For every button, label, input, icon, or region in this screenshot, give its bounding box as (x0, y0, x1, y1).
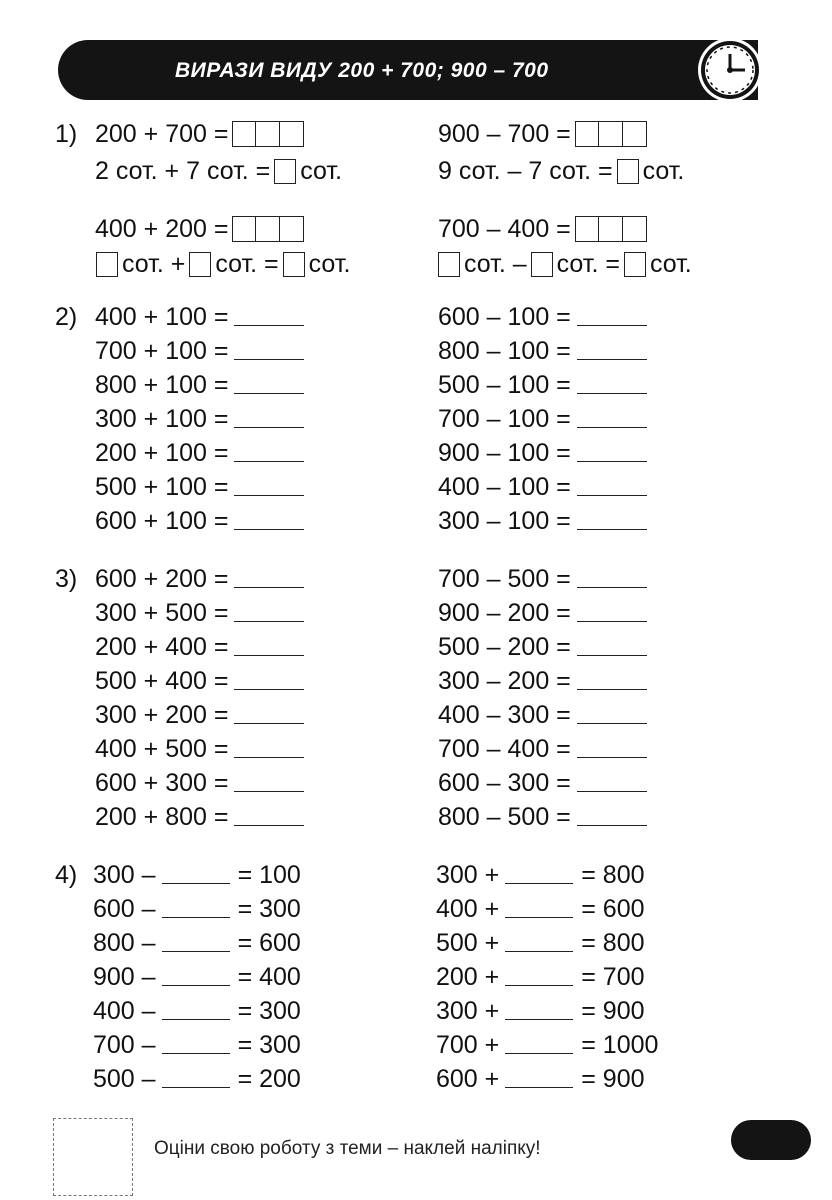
equation-text: 300 + 200 = (95, 701, 229, 729)
answer-blank[interactable] (577, 405, 647, 428)
equation-result: = 600 (237, 929, 301, 957)
answer-blank[interactable] (162, 997, 230, 1020)
equation-row (95, 368, 310, 402)
equation-row (436, 1062, 645, 1096)
equation-text: 900 – (93, 963, 156, 991)
equation-row (438, 800, 653, 834)
answer-blank[interactable] (234, 565, 304, 588)
equation-result: = 900 (581, 1065, 645, 1093)
equation-row (95, 470, 310, 504)
answer-blank[interactable] (234, 701, 304, 724)
unit-label: сот. (215, 250, 258, 278)
equation-text: 600 + 200 = (95, 565, 229, 593)
equation-row (95, 212, 304, 246)
equation-text: 900 – 700 = (438, 120, 571, 148)
page-badge (731, 1120, 811, 1160)
equation-row (93, 1062, 301, 1096)
answer-blank[interactable] (577, 303, 647, 326)
equation-text: 2 сот. + 7 сот. = (95, 157, 271, 185)
answer-blank[interactable] (234, 303, 304, 326)
equation-result: = 200 (237, 1065, 301, 1093)
equation-row (95, 402, 310, 436)
equation-row (95, 800, 310, 834)
unit-label: сот. (464, 250, 506, 278)
unit-label: сот. (122, 250, 164, 278)
equation-row (438, 732, 653, 766)
equation-text: 300 – 200 = (438, 667, 571, 695)
answer-blank[interactable] (162, 1031, 230, 1054)
equation-row (95, 596, 310, 630)
answer-blank[interactable] (162, 861, 230, 884)
equation-row (438, 334, 653, 368)
answer-box[interactable] (624, 252, 646, 277)
equation-row (95, 664, 310, 698)
equation-text: 600 – (93, 895, 156, 923)
equation-text: 400 – (93, 997, 156, 1025)
answer-blank[interactable] (234, 405, 304, 428)
exercise-number: 4) (55, 861, 78, 889)
equation-row (438, 300, 653, 334)
equation-text: 700 – (93, 1031, 156, 1059)
equation-row (93, 858, 301, 892)
equation-row (436, 994, 645, 1028)
equation-text: 200 + 100 = (95, 439, 229, 467)
unit-label: сот. (642, 157, 685, 185)
answer-box[interactable] (189, 252, 211, 277)
equation-row (95, 117, 304, 151)
answer-box[interactable] (617, 159, 639, 184)
answer-blank[interactable] (505, 1031, 573, 1054)
answer-box[interactable] (575, 216, 647, 242)
equation-text: 600 + (436, 1065, 500, 1093)
equation-text: 200 + (436, 963, 500, 991)
equation-text: 9 сот. – 7 сот. = (438, 157, 613, 185)
plus-sign: + (170, 250, 186, 278)
equation-row (436, 858, 645, 892)
equation-text: 300 + 100 = (95, 405, 229, 433)
equation-row (438, 630, 653, 664)
equation-text: 700 + 100 = (95, 337, 229, 365)
equation-row (95, 334, 310, 368)
answer-blank[interactable] (234, 769, 304, 792)
equation-row (436, 1028, 658, 1062)
equation-text: 600 – 300 = (438, 769, 571, 797)
answer-blank[interactable] (577, 565, 647, 588)
answer-blank[interactable] (234, 337, 304, 360)
answer-box[interactable] (232, 121, 304, 147)
equation-text: 500 – 200 = (438, 633, 571, 661)
equation-text: 800 + 100 = (95, 371, 229, 399)
equation-text: 900 – 200 = (438, 599, 571, 627)
equation-text: 400 – 100 = (438, 473, 571, 501)
equation-result: = 1000 (581, 1031, 659, 1059)
equation-result: = 300 (237, 997, 301, 1025)
equation-row (95, 154, 342, 188)
equation-result: = 300 (237, 895, 301, 923)
answer-blank[interactable] (577, 371, 647, 394)
equation-text: 700 + (436, 1031, 500, 1059)
answer-blank[interactable] (505, 861, 573, 884)
equation-result: = 100 (237, 861, 301, 889)
equation-text: 500 + 400 = (95, 667, 229, 695)
equation-row (438, 117, 647, 151)
equation-text: 300 + 500 = (95, 599, 229, 627)
equation-row (438, 664, 653, 698)
equation-text: 900 – 100 = (438, 439, 571, 467)
equation-result: = 300 (237, 1031, 301, 1059)
unit-label: сот. (649, 250, 692, 278)
equation-row (434, 247, 692, 281)
answer-blank[interactable] (577, 667, 647, 690)
equation-row (95, 630, 310, 664)
equation-row (438, 470, 653, 504)
answer-blank[interactable] (234, 371, 304, 394)
equation-row (438, 402, 653, 436)
equation-text: 200 + 800 = (95, 803, 229, 831)
equation-row (93, 1028, 301, 1062)
equation-row (438, 504, 653, 538)
equation-text: 700 – 400 = (438, 215, 571, 243)
equation-result: = 700 (581, 963, 645, 991)
equation-row (438, 596, 653, 630)
unit-label: сот. (556, 250, 599, 278)
unit-label: сот. (308, 250, 351, 278)
answer-blank[interactable] (577, 599, 647, 622)
answer-blank[interactable] (234, 735, 304, 758)
exercise-number: 3) (55, 565, 78, 593)
answer-box[interactable] (283, 252, 305, 277)
answer-box[interactable] (96, 252, 118, 277)
equation-row (438, 562, 653, 596)
equation-text: 800 – 100 = (438, 337, 571, 365)
equation-text: 400 + 500 = (95, 735, 229, 763)
equation-text: 400 + 200 = (95, 215, 229, 243)
answer-box[interactable] (232, 216, 304, 242)
equation-text: 800 – (93, 929, 156, 957)
equation-text: 500 – 100 = (438, 371, 571, 399)
sticker-placeholder[interactable] (53, 1118, 133, 1196)
answer-blank[interactable] (162, 895, 230, 918)
equation-row (438, 436, 653, 470)
answer-blank[interactable] (505, 895, 573, 918)
equation-text: 300 + (436, 997, 500, 1025)
answer-blank[interactable] (234, 633, 304, 656)
equation-text: 600 + 300 = (95, 769, 229, 797)
equation-row (95, 436, 310, 470)
equation-text: 700 – 500 = (438, 565, 571, 593)
answer-box[interactable] (575, 121, 647, 147)
answer-blank[interactable] (234, 803, 304, 826)
equation-row (95, 300, 310, 334)
equation-row (93, 994, 301, 1028)
equation-row (95, 562, 310, 596)
equation-row (95, 766, 310, 800)
answer-blank[interactable] (577, 633, 647, 656)
equation-result: = 800 (581, 929, 645, 957)
answer-blank[interactable] (577, 439, 647, 462)
equation-text: 600 + 100 = (95, 507, 229, 535)
equation-text: 600 – 100 = (438, 303, 571, 331)
answer-blank[interactable] (505, 1065, 573, 1088)
answer-blank[interactable] (162, 963, 230, 986)
answer-blank[interactable] (577, 507, 647, 530)
answer-box[interactable] (531, 252, 553, 277)
equation-text: 400 + (436, 895, 500, 923)
equation-text: 200 + 400 = (95, 633, 229, 661)
equation-result: = 400 (237, 963, 301, 991)
equation-text: 200 + 700 = (95, 120, 229, 148)
equation-row (92, 247, 350, 281)
answer-blank[interactable] (577, 337, 647, 360)
answer-blank[interactable] (577, 735, 647, 758)
answer-blank[interactable] (234, 599, 304, 622)
equation-text: 800 – 500 = (438, 803, 571, 831)
answer-blank[interactable] (162, 929, 230, 952)
equation-row (436, 892, 645, 926)
answer-blank[interactable] (577, 701, 647, 724)
equation-text: 500 – (93, 1065, 156, 1093)
answer-box[interactable] (274, 159, 296, 184)
equation-text: 300 – (93, 861, 156, 889)
equation-result: = 600 (581, 895, 645, 923)
equation-row (438, 766, 653, 800)
equation-text: 700 – 100 = (438, 405, 571, 433)
equals-sign: = (264, 250, 279, 278)
equation-text: 500 + 100 = (95, 473, 229, 501)
equation-row (93, 926, 301, 960)
equation-result: = 900 (581, 997, 645, 1025)
equation-text: 300 – 100 = (438, 507, 571, 535)
equals-sign: = (605, 250, 620, 278)
equation-row (95, 732, 310, 766)
equation-text: 300 + (436, 861, 500, 889)
answer-blank[interactable] (505, 997, 573, 1020)
equation-row (95, 698, 310, 732)
answer-blank[interactable] (577, 473, 647, 496)
answer-blank[interactable] (505, 963, 573, 986)
equation-row (436, 960, 645, 994)
exercise-number: 1) (55, 120, 78, 148)
answer-blank[interactable] (234, 473, 304, 496)
equation-row (93, 960, 301, 994)
minus-sign: – (512, 250, 527, 278)
footer-instruction: Оціни свою роботу з теми – наклей наліпку! (154, 1138, 541, 1159)
equation-text: 400 – 300 = (438, 701, 571, 729)
answer-blank[interactable] (162, 1065, 230, 1088)
equation-row (93, 892, 301, 926)
unit-label: сот. (300, 157, 343, 185)
equation-text: 500 + (436, 929, 500, 957)
equation-text: 700 – 400 = (438, 735, 571, 763)
answer-blank[interactable] (234, 439, 304, 462)
clock-icon (697, 34, 763, 106)
equation-row (438, 212, 647, 246)
answer-blank[interactable] (234, 667, 304, 690)
equation-result: = 800 (581, 861, 645, 889)
exercise-number: 2) (55, 303, 78, 331)
equation-row (436, 926, 645, 960)
equation-row (95, 504, 310, 538)
equation-row (438, 698, 653, 732)
answer-blank[interactable] (505, 929, 573, 952)
equation-text: 400 + 100 = (95, 303, 229, 331)
answer-box[interactable] (438, 252, 460, 277)
equation-row (438, 368, 653, 402)
equation-row (438, 154, 684, 188)
answer-blank[interactable] (577, 769, 647, 792)
page-title: ВИРАЗИ ВИДУ 200 + 700; 900 – 700 (175, 59, 549, 82)
answer-blank[interactable] (577, 803, 647, 826)
answer-blank[interactable] (234, 507, 304, 530)
